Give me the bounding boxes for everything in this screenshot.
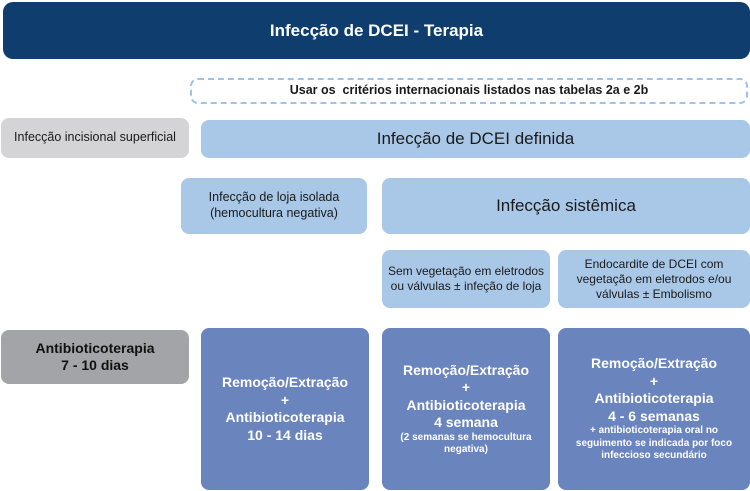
title-text: Infecção de DCEI - Terapia <box>269 20 484 40</box>
diagram-title <box>3 2 750 59</box>
pocket-line-2: (hemocultura negativa) <box>210 206 338 220</box>
no-vegetation-therapy-note-1: (2 semanas se hemocultura <box>400 431 532 443</box>
no-vegetation-therapy-line-3: Antibioticoterapia <box>406 396 526 413</box>
pocket-therapy-box <box>201 328 369 490</box>
endocarditis-box <box>558 250 750 308</box>
systemic-infection-box <box>382 178 750 234</box>
no-vegetation-therapy-line-2: + <box>461 379 471 395</box>
no-vegetation-therapy-line-1: Remoção/Extração <box>402 361 530 378</box>
pocket-therapy-line-1: Remoção/Extração <box>221 374 349 390</box>
pocket-line-1: Infecção de loja isolada <box>208 190 340 205</box>
no-vegetation-therapy-box <box>382 328 550 490</box>
endocarditis-therapy-line-1: Remoção/Extração <box>590 355 718 372</box>
endocarditis-therapy-line-4: 4 - 6 semanas <box>608 407 700 424</box>
defined-infection-box <box>201 120 750 158</box>
isolated-pocket-infection-box <box>181 178 367 234</box>
superficial-antibiotic-box <box>1 330 189 384</box>
endocarditis-therapy-note-3: infeccioso secundário <box>601 450 707 462</box>
superficial-infection-box <box>1 118 189 158</box>
endocarditis-therapy-note-2: seguimento se indicada por foco <box>575 437 733 449</box>
pocket-therapy-line-3: Antibioticoterapia <box>225 409 345 425</box>
no-vegetation-therapy-note-2: negativa) <box>444 444 488 455</box>
endocarditis-line-1: Endocardite de DCEI com <box>584 256 724 271</box>
criteria-text: Usar os critérios internacionais listados nas tabelas 2a e 2b <box>289 83 649 98</box>
no-vegetation-box <box>382 250 550 308</box>
superficial-antibiotic-line-1: Antibioticoterapia <box>35 339 155 356</box>
systemic-infection-label: Infecção sistêmica <box>496 196 636 216</box>
endocarditis-line-3: válvulas ± Embolismo <box>596 286 712 301</box>
pocket-therapy-line-2: + <box>280 391 290 408</box>
no-vegetation-therapy-line-4: 4 semana <box>434 414 498 430</box>
endocarditis-therapy-box <box>558 328 750 490</box>
endocarditis-therapy-line-2: + <box>649 372 659 389</box>
superficial-antibiotic-line-2: 7 - 10 dias <box>61 357 129 373</box>
endocarditis-therapy-line-3: Antibioticoterapia <box>594 390 714 407</box>
superficial-infection-label: Infecção incisional superficial <box>14 130 176 145</box>
no-vegetation-line-1: Sem vegetação em eletrodos <box>387 264 545 278</box>
no-vegetation-line-2: ou válvulas ± infeção de loja <box>390 279 542 293</box>
endocarditis-line-2: vegetação em eletrodos e/ou <box>576 271 732 286</box>
endocarditis-therapy-note-1: + antibioticoterapia oral no <box>589 425 719 437</box>
pocket-therapy-line-4: 10 - 14 dias <box>247 426 323 443</box>
criteria-note <box>190 78 748 104</box>
defined-infection-label: Infecção de DCEI definida <box>376 129 575 149</box>
